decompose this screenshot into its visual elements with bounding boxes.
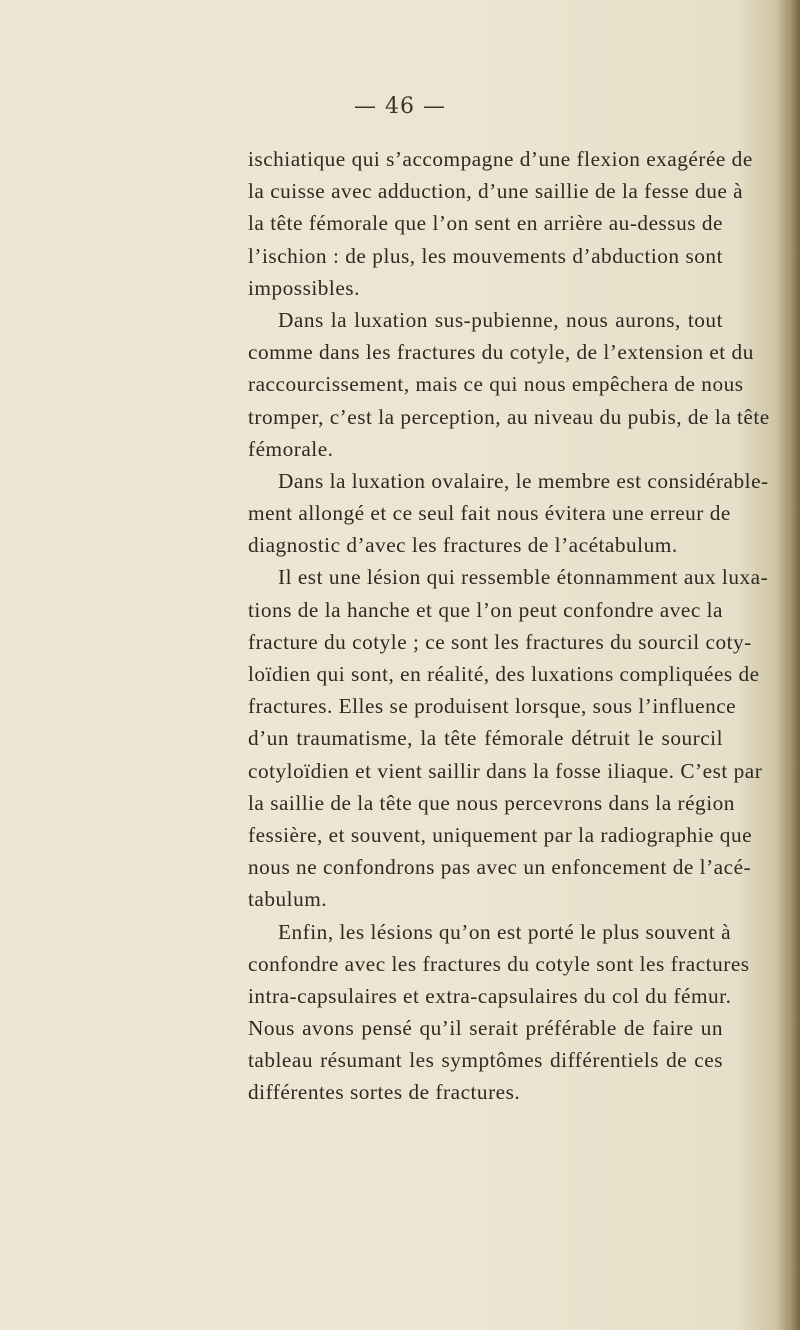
text-line: tions de la hanche et que l’on peut confondre avec la <box>248 597 723 622</box>
text-line: la saillie de la tête que nous percevrons dans la région <box>248 790 735 815</box>
text-line: cotyloïdien et vient saillir dans la fosse iliaque. C’est par <box>248 758 763 783</box>
text-line: tableau résumant les symptômes différentiels de ces <box>248 1048 723 1073</box>
text-line: fractures. Elles se produisent lorsque, sous l’influence <box>248 694 737 719</box>
text-line: fessière, et souvent, uniquement par la radiographie que <box>248 822 753 847</box>
text-line: tromper, c’est la perception, au niveau du pubis, de la tête <box>248 404 770 429</box>
text-line: impossibles. <box>248 275 360 300</box>
text-line: l’ischion : de plus, les mouvements d’abduction sont <box>248 243 723 268</box>
body-text <box>248 143 770 1109</box>
text-line: Dans la luxation sus-pubienne, nous aurons, tout <box>278 307 723 332</box>
text-line: fémorale. <box>248 436 334 461</box>
text-line: confondre avec les fractures du cotyle sont les fractures <box>248 951 750 976</box>
text-line: différentes sortes de fractures. <box>248 1080 521 1105</box>
text-line: la cuisse avec adduction, d’une saillie de la fesse due à <box>248 179 744 204</box>
text-line: Dans la luxation ovalaire, le membre est considérable- <box>278 468 769 493</box>
text-line: intra-capsulaires et extra-capsulaires du col du fémur. <box>248 983 732 1008</box>
text-line: fracture du cotyle ; ce sont les fractures du sourcil coty- <box>248 629 752 654</box>
text-line: Enfin, les lésions qu’on est porté le plus souvent à <box>278 919 732 944</box>
text-line: la tête fémorale que l’on sent en arrière au-dessus de <box>248 211 723 236</box>
text-line: ischiatique qui s’accompagne d’une flexion exagérée de <box>248 147 753 171</box>
text-line: raccourcissement, mais ce qui nous empêchera de nous <box>248 372 744 397</box>
text-line: nous ne confondrons pas avec un enfoncement de l’acé- <box>248 855 752 880</box>
text-line: ment allongé et ce seul fait nous évitera une erreur de <box>248 501 731 526</box>
text-line: loïdien qui sont, en réalité, des luxations compliquées de <box>248 662 760 686</box>
text-line: Il est une lésion qui ressemble étonnamment aux luxa- <box>278 565 769 590</box>
text-line: d’un traumatisme, la tête fémorale détruit le sourcil <box>248 726 723 751</box>
text-line: diagnostic d’avec les fractures de l’acétabulum. <box>248 533 678 558</box>
text-line: Nous avons pensé qu’il serait préférable de faire un <box>248 1016 723 1041</box>
text-line: comme dans les fractures du cotyle, de l’extension et du <box>248 340 754 365</box>
text-line: tabulum. <box>248 887 328 912</box>
page-edge-shadow <box>778 0 800 1330</box>
page-number: — 46 — <box>354 94 446 119</box>
